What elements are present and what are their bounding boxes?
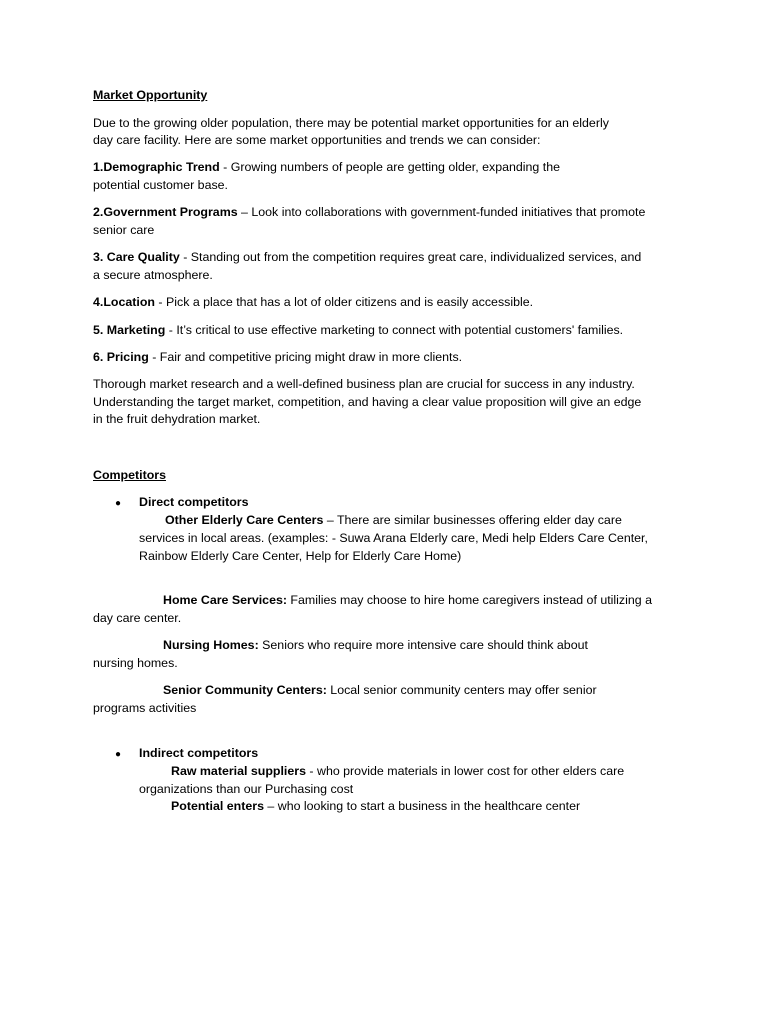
item-text: - Fair and competitive pricing might draw in more clients. (148, 350, 463, 364)
item-text: – Look into collaborations with government-funded initiatives that promote (237, 205, 646, 219)
item-label: 5. Marketing (93, 323, 166, 337)
senior-community-cont: programs activities (93, 701, 197, 715)
item-marketing (93, 322, 623, 340)
item-text: - who provide materials in lower cost for other elders care (305, 764, 625, 778)
home-care-cont: day care center. (93, 611, 182, 625)
conclusion-line-1: Thorough market research and a well-defined business plan are crucial for success in any industry. (93, 377, 635, 391)
item-text: Families may choose to hire home caregivers instead of utilizing a (286, 593, 652, 607)
other-elderly-line-2: services in local areas. (examples: - Suwa Arana Elderly care, Medi help Elders Care Center, (139, 531, 648, 545)
item-label: Senior Community Centers: (163, 683, 327, 697)
item-label: 3. Care Quality (93, 250, 180, 264)
bullet-icon: ● (115, 498, 122, 509)
item-demographic-cont: potential customer base. (93, 178, 228, 192)
item-label: Home Care Services: (163, 593, 287, 607)
market-intro-line-1: Due to the growing older population, there may be potential market opportunities for an elderly (93, 116, 609, 130)
item-label: 2.Government Programs (93, 205, 238, 219)
item-government (93, 204, 645, 222)
conclusion-line-3: in the fruit dehydration market. (93, 412, 261, 426)
home-care-services (163, 592, 652, 610)
item-label: 6. Pricing (93, 350, 149, 364)
item-demographic (93, 159, 560, 177)
item-text: Local senior community centers may offer senior (326, 683, 597, 697)
raw-material-cont: organizations than our Purchasing cost (139, 782, 354, 796)
item-text: - Growing numbers of people are getting older, expanding the (219, 160, 560, 174)
item-text: – There are similar businesses offering elder day care (323, 513, 622, 527)
bullet-icon: ● (115, 749, 122, 760)
item-care-quality-cont: a secure atmosphere. (93, 268, 213, 282)
item-label: Potential enters (171, 799, 264, 813)
potential-enters (171, 798, 580, 816)
competitors-heading: Competitors (93, 468, 166, 482)
item-text: - Pick a place that has a lot of older citizens and is easily accessible. (154, 295, 534, 309)
item-label: 4.Location (93, 295, 155, 309)
item-government-cont: senior care (93, 223, 155, 237)
item-care-quality (93, 249, 641, 267)
item-text: – who looking to start a business in the healthcare center (263, 799, 581, 813)
item-label: 1.Demographic Trend (93, 160, 220, 174)
market-heading: Market Opportunity (93, 88, 208, 102)
nursing-homes (163, 637, 588, 655)
raw-material-suppliers (171, 763, 624, 781)
other-elderly-care-centers (165, 512, 622, 530)
senior-community-centers (163, 682, 597, 700)
item-text: - Standing out from the competition requires great care, individualized services, and (179, 250, 642, 264)
item-text: - It’s critical to use effective marketing to connect with potential customers' families. (165, 323, 624, 337)
other-elderly-line-3: Rainbow Elderly Care Center, Help for Elderly Care Home) (139, 549, 462, 563)
item-text: Seniors who require more intensive care should think about (258, 638, 588, 652)
item-label: Nursing Homes: (163, 638, 259, 652)
nursing-homes-cont: nursing homes. (93, 656, 178, 670)
item-label: Raw material suppliers (171, 764, 306, 778)
indirect-competitors-title: Indirect competitors (139, 746, 259, 760)
direct-competitors-title: Direct competitors (139, 495, 249, 509)
item-pricing (93, 349, 462, 367)
market-intro-line-2: day care facility. Here are some market opportunities and trends we can consider: (93, 133, 541, 147)
item-label: Other Elderly Care Centers (165, 513, 324, 527)
item-location (93, 294, 533, 312)
conclusion-line-2: Understanding the target market, competition, and having a clear value proposition will give an edge (93, 395, 642, 409)
